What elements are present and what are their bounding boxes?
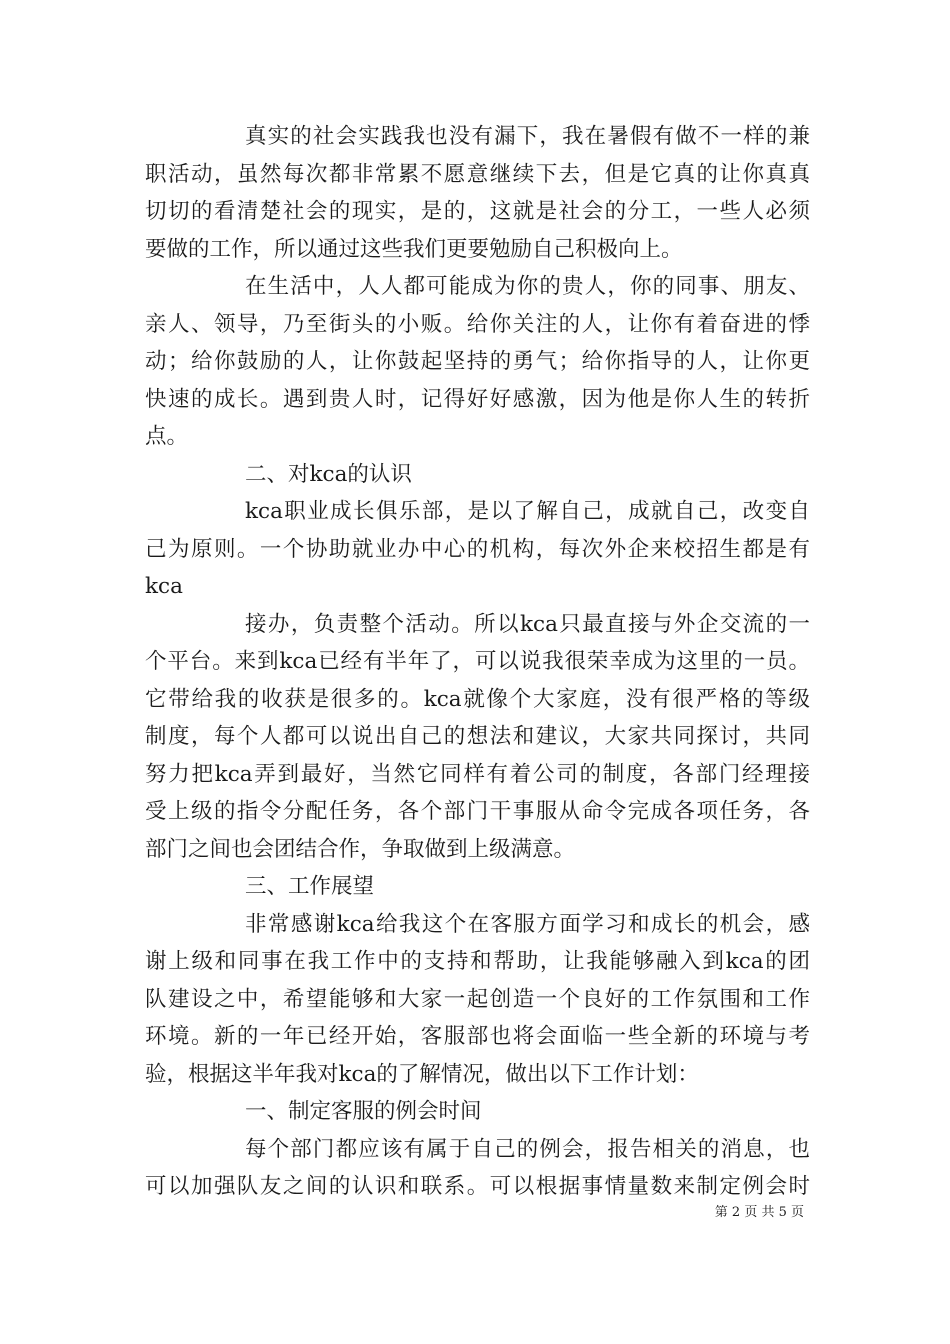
paragraph <box>145 1131 810 1206</box>
heading-text: 二、对kca的认识 <box>245 461 412 487</box>
text-line: 可以加强队友之间的认识和联系。可以根据事情量数来制定例会时 <box>145 1174 810 1199</box>
paragraph <box>145 268 810 456</box>
text-line: 部门之间也会团结合作，争取做到上级满意。 <box>145 836 576 862</box>
page-number: 第 2 页 共 5 页 <box>714 1205 804 1220</box>
text-line: 真实的社会实践我也没有漏下，我在暑假有做不一样的兼 <box>245 124 810 149</box>
text-line: 职活动，虽然每次都非常累不愿意继续下去，但是它真的让你真真 <box>145 161 810 187</box>
text-line: 个平台。来到kca已经有半年了，可以说我很荣幸成为这里的一员。 <box>145 649 810 674</box>
section-heading <box>145 456 810 494</box>
text-line: 在生活中，人人都可能成为你的贵人，你的同事、朋友、 <box>245 274 810 299</box>
text-line: 环境。新的一年已经开始，客服部也将会面临一些全新的环境与考 <box>145 1024 810 1049</box>
paragraph <box>145 606 810 869</box>
text-line: 验，根据这半年我对kca的了解情况，做出以下工作计划： <box>145 1061 699 1087</box>
text-line: kca职业成长俱乐部，是以了解自己，成就自己，改变自 <box>245 499 810 524</box>
text-line: 接办，负责整个活动。所以kca只最直接与外企交流的一 <box>245 611 810 637</box>
text-line: 己为原则。一个协助就业办中心的机构，每次外企来校招生都是有 <box>145 536 810 562</box>
section-heading <box>145 868 810 906</box>
heading-text: 一、制定客服的例会时间 <box>245 1099 482 1124</box>
text-line: 快速的成长。遇到贵人时，记得好好感激，因为他是你人生的转折 <box>145 386 810 412</box>
paragraph <box>145 906 810 1094</box>
text-line: 队建设之中，希望能够和大家一起创造一个良好的工作氛围和工作 <box>145 986 810 1012</box>
text-line: 每个部门都应该有属于自己的例会，报告相关的消息，也 <box>245 1136 810 1162</box>
text-line: 切切的看清楚社会的现实，是的，这就是社会的分工，一些人必须 <box>145 199 810 224</box>
document-body <box>145 118 810 1206</box>
text-line: 谢上级和同事在我工作中的支持和帮助，让我能够融入到kca的团 <box>145 949 810 974</box>
text-line: 受上级的指令分配任务，各个部门干事服从命令完成各项任务，各 <box>145 799 810 824</box>
text-line: 努力把kca弄到最好，当然它同样有着公司的制度，各部门经理接 <box>145 761 810 787</box>
paragraph <box>145 493 810 606</box>
text-line: 非常感谢kca给我这个在客服方面学习和成长的机会，感 <box>245 911 810 937</box>
text-line: kca <box>145 574 183 599</box>
text-line: 要做的工作，所以通过这些我们更要勉励自己积极向上。 <box>145 236 683 262</box>
text-line: 制度，每个人都可以说出自己的想法和建议，大家共同探讨，共同 <box>145 724 810 749</box>
heading-text: 三、工作展望 <box>245 874 375 899</box>
text-line: 它带给我的收获是很多的。kca就像个大家庭，没有很严格的等级 <box>145 686 810 712</box>
text-line: 亲人、领导，乃至街头的小贩。给你关注的人，让你有着奋进的悸 <box>145 311 810 337</box>
text-line: 动；给你鼓励的人，让你鼓起坚持的勇气；给你指导的人，让你更 <box>145 349 810 374</box>
text-line: 点。 <box>145 424 189 449</box>
section-heading <box>145 1093 810 1131</box>
paragraph <box>145 118 810 268</box>
